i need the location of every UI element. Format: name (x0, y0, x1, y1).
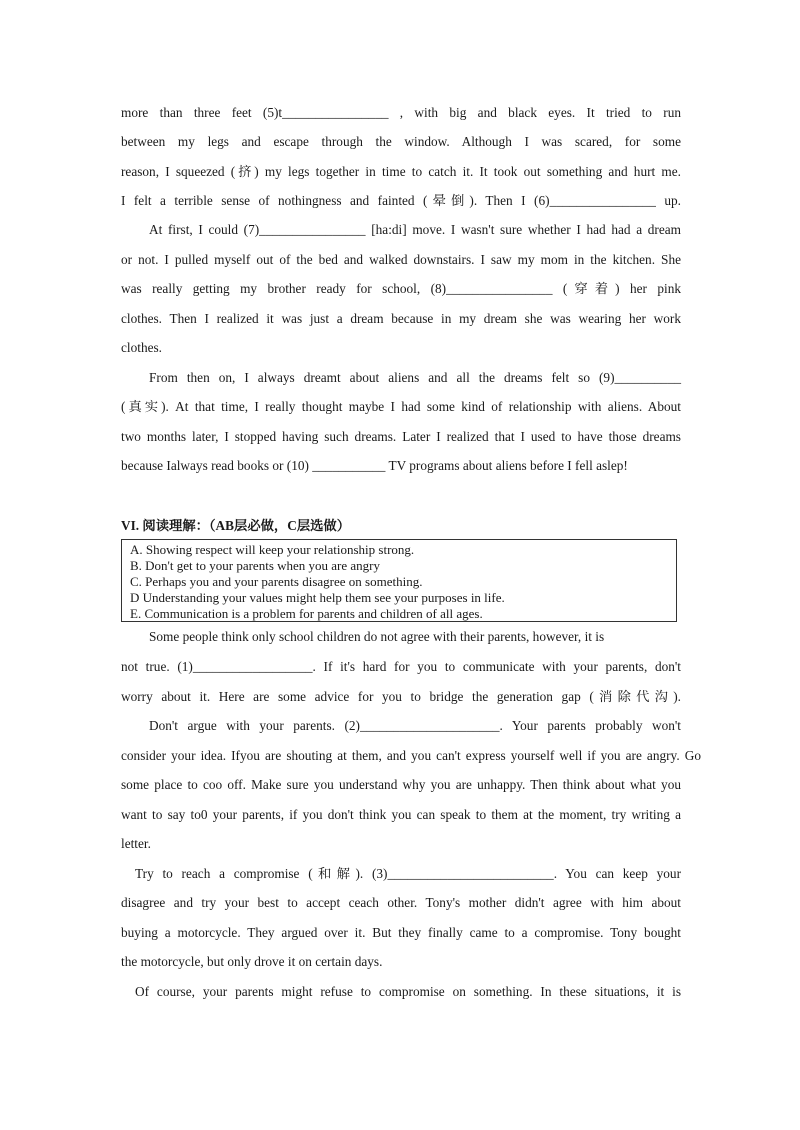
passage2-line-12: the motorcycle, but only drove it on certain days. (121, 954, 383, 969)
passage2-line-11: buying a motorcycle. They argued over it. But they finally came to a compromise. Tony bought (121, 925, 681, 940)
passage1-line-12: two months later, I stopped having such dreams. Later I realized that I used to have those dreams (121, 429, 681, 444)
option-b: B. Don't get to your parents when you are angry (130, 558, 381, 573)
passage1-line-2: between my legs and escape through the window. Although I was scared, for some (121, 134, 681, 149)
passage2-line-6: some place to coo off. Make sure you understand why you are unhappy. Then think about what you (121, 777, 681, 792)
option-e: E. Communication is a problem for parents and children of all ages. (130, 606, 483, 621)
passage2-line-2: not true. (1)__________________. If it's hard for you to communicate with your parents, don't (121, 659, 681, 674)
passage2-line-7: want to say to0 your parents, if you don't think you can speak to them at the moment, try writing a (121, 807, 681, 822)
passage2-line-9: Try to reach a compromise (和解). (3)_________________________. You can keep your (135, 866, 681, 881)
passage2-line-1: Some people think only school children do not agree with their parents, however, it is (149, 629, 605, 644)
passage1-line-3: reason, I squeezed (挤) my legs together in time to catch it. It took out something and hurt me. (121, 164, 681, 179)
passage1-line-1: more than three feet (5)t________________ , with big and black eyes. It tried to run (121, 105, 681, 120)
option-d: D Understanding your values might help them see your purposes in life. (130, 590, 505, 605)
passage1-line-8: clothes. Then I realized it was just a dream because in my dream she was wearing her work (121, 311, 681, 326)
section-title: VI. 阅读理解：（AB层必做，C层选做） (121, 518, 351, 533)
option-c: C. Perhaps you and your parents disagree on something. (130, 574, 423, 589)
passage1-line-5: At first, I could (7)________________ [ha:di] move. I wasn't sure whether I had had a dream (149, 222, 681, 237)
options-box (121, 539, 677, 622)
passage1-line-9: clothes. (121, 340, 162, 355)
passage2-line-3: worry about it. Here are some advice for you to bridge the generation gap (消除代沟). (121, 689, 681, 704)
option-a: A. Showing respect will keep your relationship strong. (130, 542, 415, 557)
passage2-line-13: Of course, your parents might refuse to compromise on something. In these situations, it is (135, 984, 681, 999)
passage2-line-4: Don't argue with your parents. (2)_____________________. Your parents probably won't (149, 718, 681, 733)
passage2-line-10: disagree and try your best to accept ceach other. Tony's mother didn't agree with him about (121, 895, 681, 910)
passage1-line-13: because Ialways read books or (10) ___________ TV programs about aliens before I fell aslep! (121, 458, 628, 473)
passage1-line-7: was really getting my brother ready for school, (8)________________ (穿着) her pink (121, 281, 681, 296)
passage1-line-4: I felt a terrible sense of nothingness and fainted (晕倒). Then I (6)________________ up. (121, 193, 681, 208)
passage1-line-6: or not. I pulled myself out of the bed and walked downstairs. I saw my mom in the kitchen. She (121, 252, 681, 267)
passage1-line-10: From then on, I always dreamt about aliens and all the dreams felt so (9)__________ (149, 370, 681, 385)
passage1-line-11: (真实). At that time, I really thought maybe I had some kind of relationship with aliens. About (121, 399, 681, 414)
passage2-line-5: consider your idea. Ifyou are shouting at them, and you can't express yourself well if you are angry. Go (121, 748, 701, 763)
passage2-line-8: letter. (121, 836, 151, 851)
